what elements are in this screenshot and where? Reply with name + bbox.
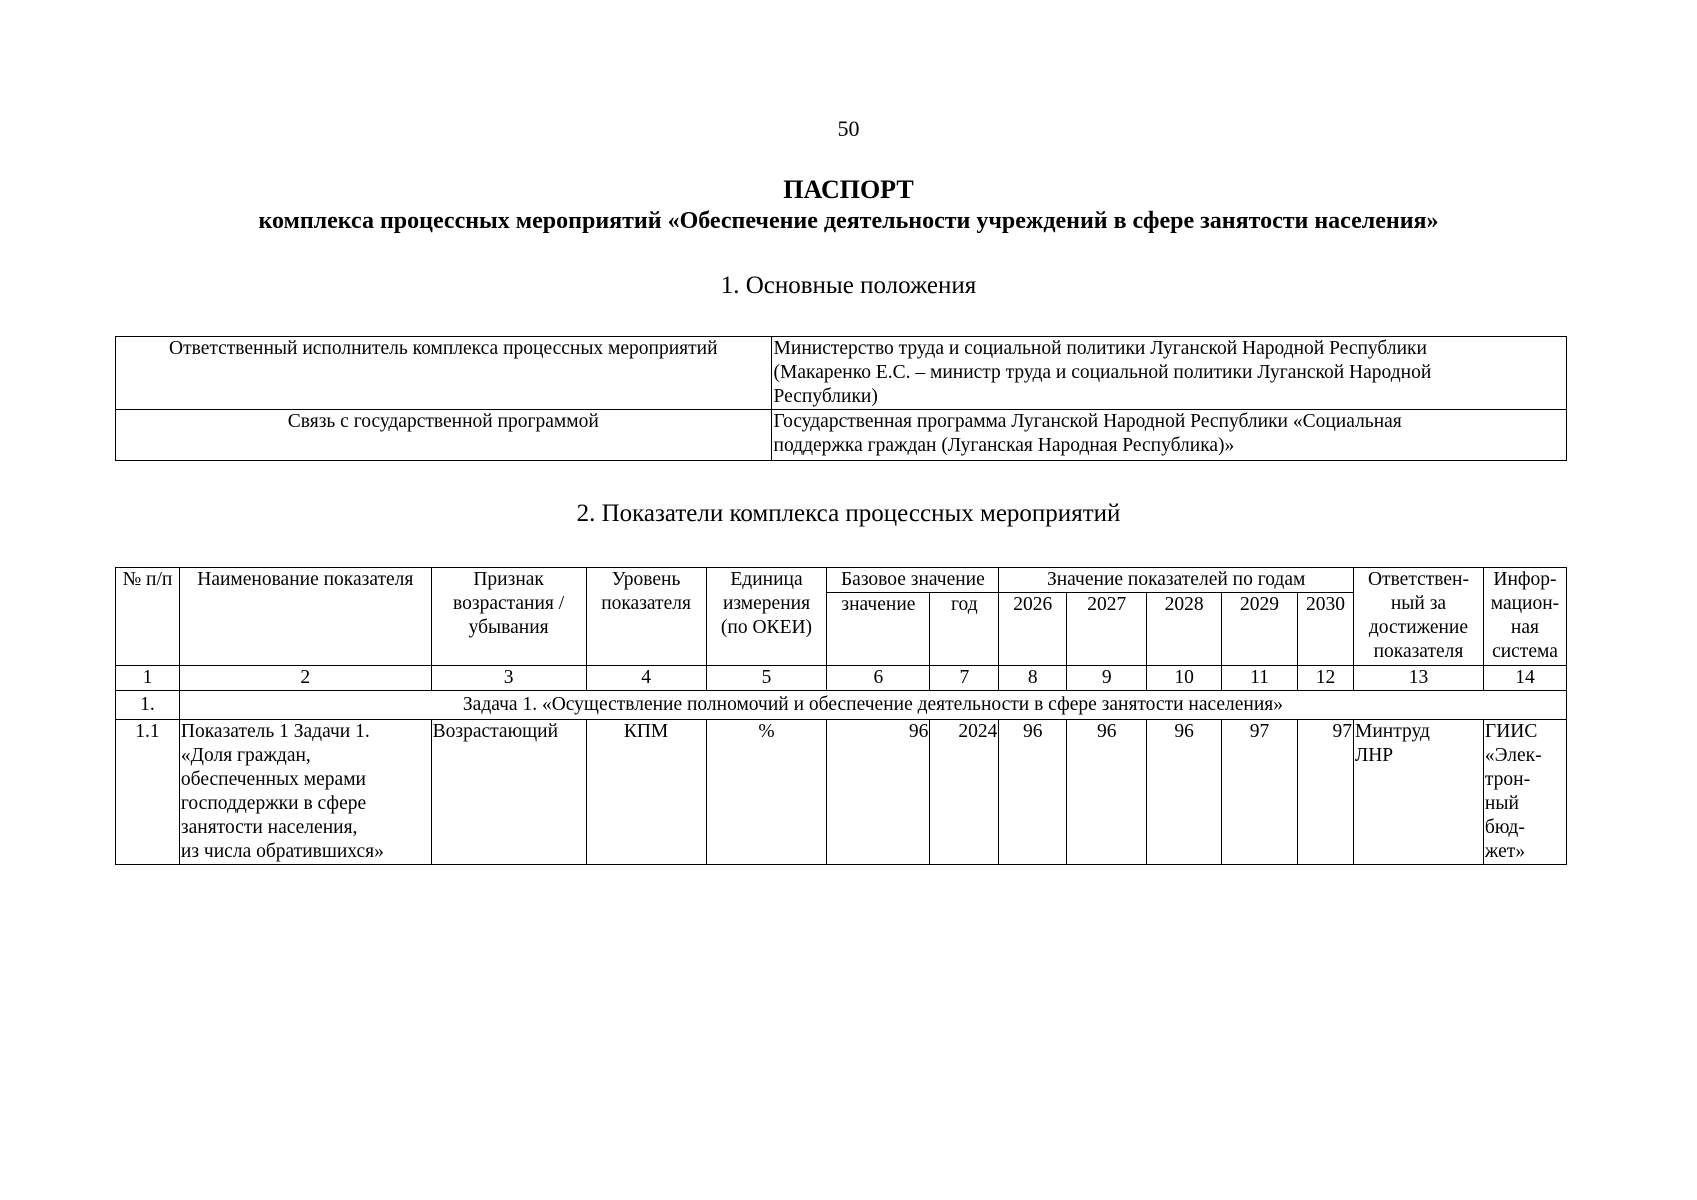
text-line: ГИИС <box>1484 721 1538 742</box>
text-line: жет» <box>1484 841 1526 862</box>
column-number: 3 <box>431 666 586 691</box>
header-unit <box>706 568 827 666</box>
header-years-group: Значение показателей по годам <box>999 568 1354 593</box>
text-line: Минтруд <box>1354 721 1430 742</box>
header-year: 2029 <box>1222 593 1298 666</box>
text-line: ный за <box>1390 593 1447 614</box>
column-number: 9 <box>1067 666 1147 691</box>
text-line: Инфор- <box>1493 569 1557 590</box>
task-title: Задача 1. «Осуществление полномочий и обеспечение деятельности в сфере занятости населения» <box>179 691 1566 720</box>
column-number: 12 <box>1298 666 1354 691</box>
text-line: бюд- <box>1484 817 1525 838</box>
text-line: «Доля граждан, <box>180 745 311 766</box>
text-line: господдержки в сфере <box>180 793 367 814</box>
column-number-row <box>116 666 1567 691</box>
header-trend <box>431 568 586 666</box>
text-line: Государственная программа Луганской Народной Республики «Социальная <box>773 411 1402 432</box>
text-line: трон- <box>1484 769 1531 790</box>
column-number: 1 <box>116 666 180 691</box>
indicator-info-system <box>1483 720 1566 865</box>
header-base-value: значение <box>827 593 930 666</box>
text-line: показателя <box>601 593 691 614</box>
text-line: система <box>1492 641 1558 662</box>
document-subtitle: комплекса процессных мероприятий «Обеспечение деятельности учреждений в сфере занятости населения» <box>258 208 1439 234</box>
text-line: ная <box>1510 617 1539 638</box>
table-row <box>116 720 1567 865</box>
text-line: «Элек- <box>1484 745 1542 766</box>
indicator-unit: % <box>706 720 827 865</box>
document-title: ПАСПОРТ <box>783 175 914 204</box>
task-row <box>116 691 1567 720</box>
header-year: 2030 <box>1298 593 1354 666</box>
text-line: Республики) <box>773 386 878 407</box>
text-line: убывания <box>468 617 549 638</box>
column-number: 2 <box>179 666 431 691</box>
text-line: занятости населения, <box>180 817 358 838</box>
indicator-base-value: 96 <box>827 720 930 865</box>
indicator-level: КПМ <box>586 720 706 865</box>
text-line: ЛНР <box>1354 745 1394 766</box>
text-line: Единица <box>730 569 803 590</box>
text-line: Министерство труда и социальной политики Луганской Народной Республики <box>773 338 1427 359</box>
text-line: ный <box>1484 793 1519 814</box>
text-line: Ответствен- <box>1367 569 1469 590</box>
page-number: 50 <box>837 116 860 141</box>
header-info-system <box>1483 568 1566 666</box>
indicator-base-year: 2024 <box>930 720 999 865</box>
column-number: 14 <box>1483 666 1566 691</box>
column-number: 4 <box>586 666 706 691</box>
indicator-responsible <box>1353 720 1483 865</box>
indicator-value-2028: 96 <box>1147 720 1222 865</box>
text-line: Показатель 1 Задачи 1. <box>180 721 370 742</box>
text-line: поддержка граждан (Луганская Народная Республика)» <box>773 435 1235 456</box>
main-provisions-table <box>115 336 1567 461</box>
indicator-trend: Возрастающий <box>431 720 586 865</box>
indicator-num: 1.1 <box>116 720 180 865</box>
indicator-value-2027: 96 <box>1067 720 1147 865</box>
indicator-value-2026: 96 <box>999 720 1067 865</box>
column-number: 13 <box>1353 666 1483 691</box>
header-year: 2026 <box>999 593 1067 666</box>
header-level <box>586 568 706 666</box>
column-number: 7 <box>930 666 999 691</box>
indicators-table <box>115 567 1567 865</box>
section-1-heading: 1. Основные положения <box>720 272 977 299</box>
task-num: 1. <box>116 691 180 720</box>
indicator-value-2030: 97 <box>1298 720 1354 865</box>
header-base: Базовое значение <box>827 568 999 593</box>
column-number: 5 <box>706 666 827 691</box>
text-line: показателя <box>1373 641 1464 662</box>
column-number: 11 <box>1222 666 1298 691</box>
indicator-name <box>179 720 431 865</box>
text-line: мацион- <box>1490 593 1560 614</box>
header-responsible <box>1353 568 1483 666</box>
column-number: 10 <box>1147 666 1222 691</box>
state-program-link-value <box>771 410 1566 461</box>
header-year: 2027 <box>1067 593 1147 666</box>
text-line: возрастания / <box>453 593 565 614</box>
header-base-year: год <box>930 593 999 666</box>
responsible-executor-value <box>771 337 1566 410</box>
column-number: 8 <box>999 666 1067 691</box>
table-row <box>116 337 1567 410</box>
text-line: Признак <box>473 569 544 590</box>
text-line: (по ОКЕИ) <box>720 617 813 638</box>
text-line: из числа обратившихся» <box>180 841 384 862</box>
text-line: обеспеченных мерами <box>180 769 366 790</box>
header-row <box>116 568 1567 593</box>
text-line: достижение <box>1368 617 1469 638</box>
responsible-executor-label: Ответственный исполнитель комплекса процессных мероприятий <box>116 337 772 410</box>
header-num: № п/п <box>116 568 180 666</box>
header-name: Наименование показателя <box>179 568 431 666</box>
text-line: измерения <box>722 593 811 614</box>
header-year: 2028 <box>1147 593 1222 666</box>
text-line: (Макаренко Е.С. – министр труда и социальной политики Луганской Народной <box>773 362 1432 383</box>
column-number: 6 <box>827 666 930 691</box>
indicator-value-2029: 97 <box>1222 720 1298 865</box>
section-2-heading: 2. Показатели комплекса процессных мероприятий <box>576 500 1121 527</box>
table-row <box>116 410 1567 461</box>
state-program-link-label: Связь с государственной программой <box>116 410 772 461</box>
text-line: Уровень <box>611 569 681 590</box>
